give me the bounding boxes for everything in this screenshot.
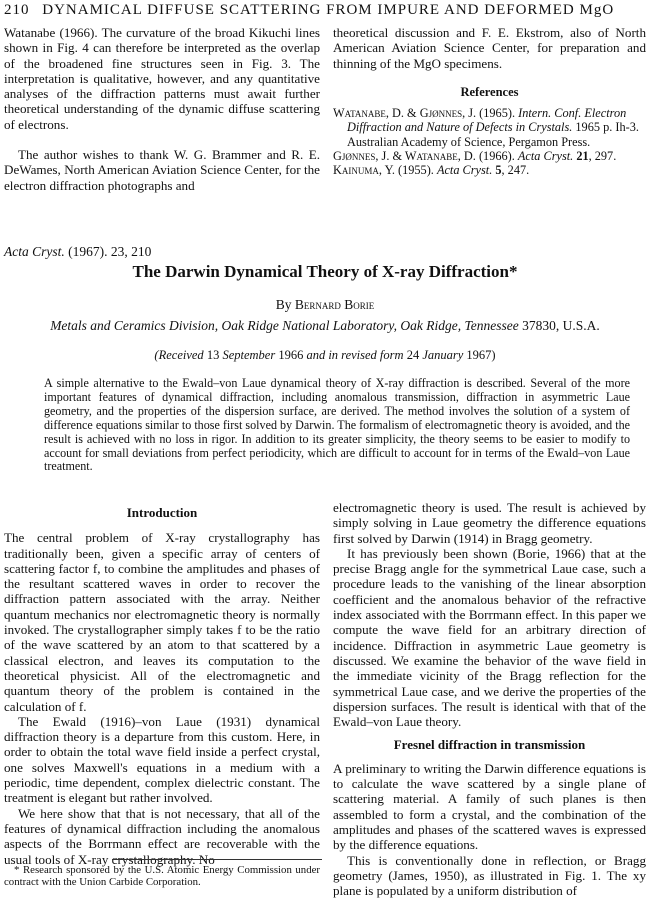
fresnel-heading: Fresnel diffraction in transmission bbox=[393, 737, 586, 753]
references-heading: References bbox=[460, 84, 519, 99]
prev-left-paragraph-1: Watanabe (1966). The curvature of the broad Kikuchi lines shown in Fig. 4 can therefore be interpreted as the overlap of the broadened fine structures seen in Fig. 3. The interpretation is qualitative, however, and any quantitative analyses of the diffraction patterns must await further theoretical understanding of the dynamic diffuse scattering of electrons. bbox=[4, 25, 320, 132]
right-paragraph-1: electromagnetic theory is used. The result is achieved by simply solving in Laue geometry the difference equations first solved by Darwin (1914) in Bragg geometry. bbox=[333, 500, 646, 546]
prev-article-left-column bbox=[4, 25, 320, 193]
introduction-heading: Introduction bbox=[126, 505, 198, 520]
article-title: The Darwin Dynamical Theory of X-ray Diffraction* bbox=[132, 262, 518, 281]
article-author: By Bernard Borie bbox=[275, 297, 375, 312]
reference-item: Kainuma, Y. (1955). Acta Cryst. 5, 247. bbox=[333, 163, 530, 177]
prev-right-paragraph-1: theoretical discussion and F. E. Ekstrom, also of North American Aviation Science Center, for preparation and thinning of the MgO specimens. bbox=[333, 25, 646, 71]
received-dates: (Received 13 September 1966 and in revised form 24 January 1967) bbox=[154, 348, 496, 362]
reference-item: Watanabe, D. & Gjønnes, J. (1965). Intern. Conf. Electron Diffraction and Nature of Defects in Crystals. 1965 p. Ih-3. Australian Academy of Science, Pergamon Press. bbox=[333, 106, 639, 149]
article-citation: Acta Cryst. (1967). 23, 210 bbox=[4, 244, 152, 259]
fresnel-paragraph-1: A preliminary to writing the Darwin difference equations is to calculate the wave scattered by a single plane of scattering material. A family of such planes is then assembled to form a crystal, and the combination of the amplitudes and phases of the scattered waves is expressed by the difference equations. bbox=[333, 760, 646, 853]
article-affiliation: Metals and Ceramics Division, Oak Ridge National Laboratory, Oak Ridge, Tennessee 37830, U.S.A. bbox=[50, 318, 600, 333]
running-header bbox=[4, 2, 644, 19]
intro-paragraph-3: We here show that that is not necessary, that all of the features of dynamical diffraction including the anomalous aspects of the Borrmann effect are recoverable with the usual tools of X-ray crystallography. No bbox=[4, 805, 320, 867]
acknowledgement-paragraph: The author wishes to thank W. G. Brammer and R. E. DeWames, North American Aviation Science Center, for the electron diffraction photographs and bbox=[4, 147, 320, 193]
prev-article-right-column bbox=[333, 25, 646, 177]
body-right-column bbox=[333, 500, 646, 898]
running-title: DYNAMICAL DIFFUSE SCATTERING FROM IMPURE AND DEFORMED MgO bbox=[42, 2, 615, 18]
intro-paragraph-1: The central problem of X-ray crystallography has traditionally been, given a specific array of centers of scattering factor f, to combine the amplitudes and phases of the resultant scattered waves in order to recover the diffraction pattern associated with the array. Neither quantum mechanics nor electromagnetic theory is normally invoked. The crystallographer simply takes f to be the ratio of the wave scattered by an atom to that scattered by a classical electron, and leaves its computation to the theoretical physicist. All of the electromagnetic and quantum theory of the problem is contained in the calculation of f. bbox=[4, 530, 320, 714]
abstract: A simple alternative to the Ewald–von Laue dynamical theory of X-ray diffraction is described. Several of the more important features of dynamical diffraction, including anomalous transmission, diffraction in asymmetric Laue geometry, and the properties of the dispersion surface, are derived. The method involves the solution of a system of difference equations similar to those first solved by Darwin. The formalism of electromagnetic theory is avoided, and the result is achieved with no loss in rigor. In addition to its greater simplicity, the theory seems to be easier to modify to account for small deviations from perfect periodicity, which are difficult to account for in terms of the Ewald–von Laue treatment. bbox=[44, 376, 630, 474]
reference-item: Gjønnes, J. & Watanabe, D. (1966). Acta Cryst. 21, 297. bbox=[333, 148, 617, 163]
page-number: 210 bbox=[4, 2, 30, 18]
intro-paragraph-2: The Ewald (1916)–von Laue (1931) dynamical diffraction theory is a departure from this custom. Here, in order to obtain the total wave field inside a perfect crystal, one solves Maxwell's equations in a medium with a periodic, time dependent, complex dielectric constant. The treatment is elegant but rather involved. bbox=[4, 713, 320, 806]
footnote: * Research sponsored by the U.S. Atomic Energy Commission under contract with the Union Carbide Corporation. bbox=[4, 864, 320, 889]
right-paragraph-2: It has previously been shown (Borie, 1966) that at the precise Bragg angle for the symmetrical Laue case, such a procedure leads to the vanishing of the linear absorption coefficient and the anomalous behavior of the refractive index associated with the Borrmann effect. In this paper we compute the wave field for an arbitrary direction of incidence. Diffraction in asymmetric Laue geometry is discussed. We examine the behavior of the wave field in the immediate vicinity of the Bragg reflection for the symmetrical Laue case, and we derive the properties of the dispersion surfaces. The result is identical with that of the Ewald–von Laue theory. bbox=[333, 545, 646, 730]
body-left-column bbox=[4, 505, 320, 867]
fresnel-paragraph-2: This is conventionally done in reflection, or Bragg geometry (James, 1950), as illustrated in Fig. 1. The xy plane is populated by a uniform distribution of bbox=[333, 852, 646, 898]
footnote-divider bbox=[112, 859, 322, 860]
